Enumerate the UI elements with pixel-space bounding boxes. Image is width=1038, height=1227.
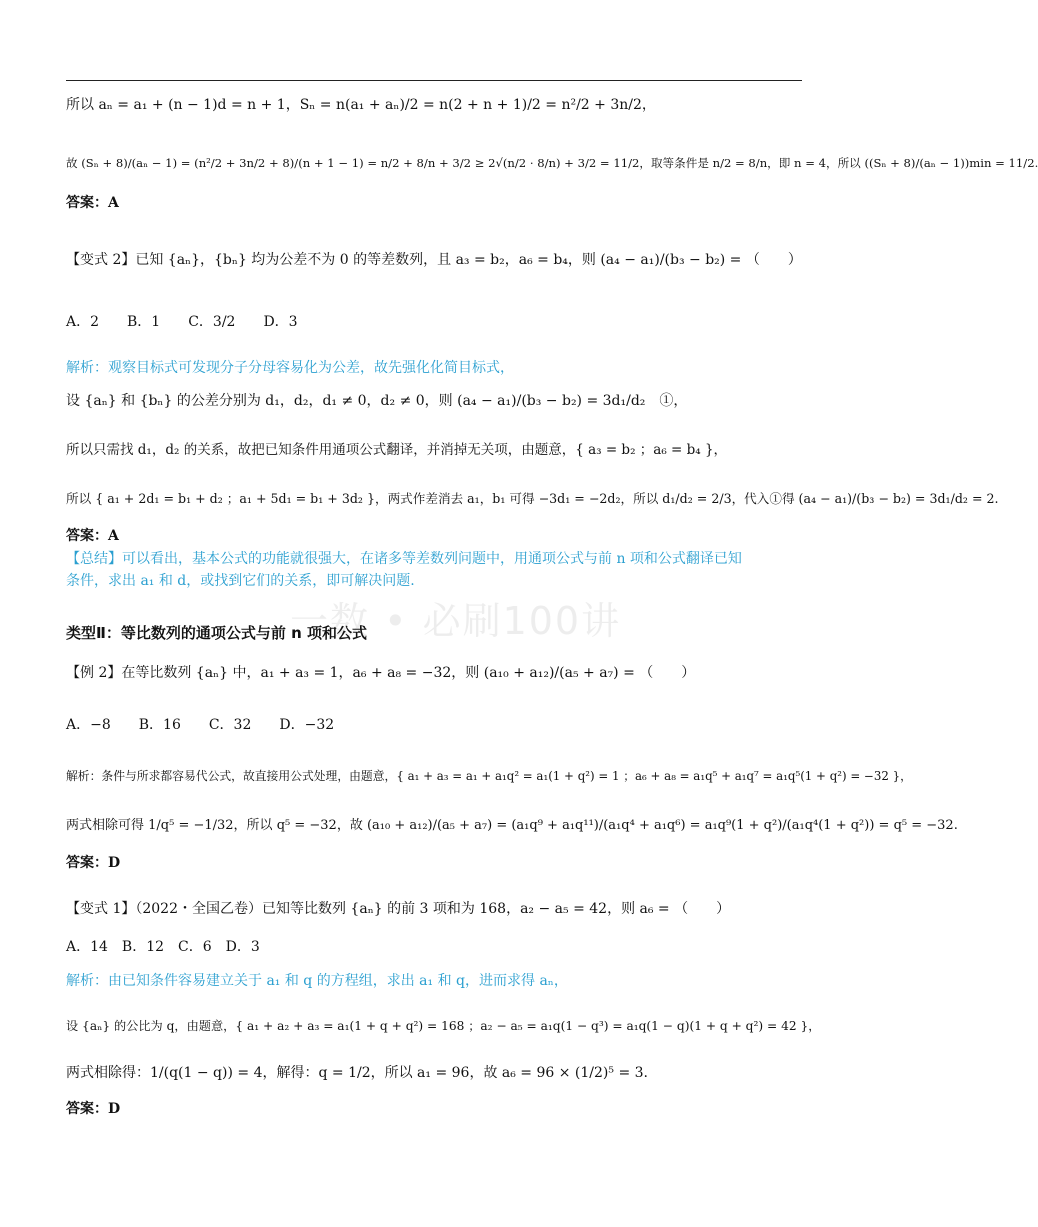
choices: A．2 B．1 C．3/2 D．3 xyxy=(66,314,298,330)
text-line: 解析：条件与所求都容易代公式，故直接用公式处理，由题意，{ a₁ + a₃ = a₁ + a₁q² = a₁(1 + q²) = 1 ；a₆ + a₈ = a₁q⁵ + a₁q⁷ = a₁q⁵(1 + q²) = −32 }， xyxy=(66,769,912,783)
question-variant-1: 【变式 1】（2022・全国乙卷）已知等比数列 {aₙ} 的前 3 项和为 168，a₂ − a₅ = 42，则 a₆ = （ ） xyxy=(66,901,731,917)
answer: 答案：D xyxy=(66,855,121,871)
watermark: 一数 • 必刷100讲 xyxy=(290,599,622,643)
choices: A．−8 B．16 C．32 D．−32 xyxy=(66,717,335,733)
section-heading: 类型Ⅱ：等比数列的通项公式与前 n 项和公式 xyxy=(66,624,368,642)
question-example-2: 【例 2】在等比数列 {aₙ} 中，a₁ + a₃ = 1，a₆ + a₈ = −32，则 (a₁₀ + a₁₂)/(a₅ + a₇) = （ ） xyxy=(66,665,696,681)
answer: 答案：A xyxy=(66,528,119,544)
choices: A．14 B．12 C．6 D．3 xyxy=(66,939,260,955)
answer: 答案：A xyxy=(66,195,119,211)
analysis-label: 解析：由已知条件容易建立关于 a₁ 和 q 的方程组，求出 a₁ 和 q，进而求得 aₙ， xyxy=(66,973,568,989)
top-rule xyxy=(66,80,802,81)
text-line: 设 {aₙ} 和 {bₙ} 的公差分别为 d₁，d₂，d₁ ≠ 0，d₂ ≠ 0，则 (a₄ − a₁)/(b₃ − b₂) = 3d₁/d₂ ①， xyxy=(66,393,688,409)
text-line: 所以只需找 d₁，d₂ 的关系，故把已知条件用通项公式翻译，并消掉无关项，由题意，{ a₃ = b₂ ；a₆ = b₄ }， xyxy=(66,442,728,458)
text-line: 所以 { a₁ + 2d₁ = b₁ + d₂ ；a₁ + 5d₁ = b₁ + 3d₂ }，两式作差消去 a₁，b₁ 可得 −3d₁ = −2d₂，所以 d₁/d₂ = 2/3，代入①得 (a₄ − a₁)/(b₃ − b₂) = 3d₁/d₂ = 2. xyxy=(66,491,999,506)
question-variant-2: 【变式 2】已知 {aₙ}，{bₙ} 均为公差不为 0 的等差数列，且 a₃ = b₂，a₆ = b₄，则 (a₄ − a₁)/(b₃ − b₂) = （ ） xyxy=(66,252,802,268)
analysis-label: 解析：观察目标式可发现分子分母容易化为公差，故先强化化简目标式， xyxy=(66,360,514,376)
text-line: 两式相除可得 1/q⁵ = −1/32，所以 q⁵ = −32，故 (a₁₀ + a₁₂)/(a₅ + a₇) = (a₁q⁹ + a₁q¹¹)/(a₁q⁴ + a₁q⁶) = a₁q⁹(1 + q²)/(a₁q⁴(1 + q²)) = q⁵ = −32. xyxy=(66,818,958,833)
summary: 条件，求出 a₁ 和 d，或找到它们的关系，即可解决问题. xyxy=(66,573,415,589)
summary: 【总结】可以看出，基本公式的功能就很强大，在诸多等差数列问题中，用通项公式与前 n 项和公式翻译已知 xyxy=(66,551,742,567)
text-line: 设 {aₙ} 的公比为 q，由题意，{ a₁ + a₂ + a₃ = a₁(1 + q + q²) = 168 ；a₂ − a₅ = a₁q(1 − q³) = a₁q(1 − q)(1 + q + q²) = 42 }， xyxy=(66,1019,821,1033)
answer: 答案：D xyxy=(66,1101,121,1117)
text-line: 故 (Sₙ + 8)/(aₙ − 1) = (n²/2 + 3n/2 + 8)/(n + 1 − 1) = n/2 + 8/n + 3/2 ≥ 2√(n/2 · 8/n) + 3/2 = 11/2，取等条件是 n/2 = 8/n，即 n = 4，所以 ((Sₙ + 8)/(aₙ − 1))min = 11/2. xyxy=(66,156,1038,170)
text-line: 所以 aₙ = a₁ + (n − 1)d = n + 1，Sₙ = n(a₁ + aₙ)/2 = n(2 + n + 1)/2 = n²/2 + 3n/2， xyxy=(66,97,656,113)
text-line: 两式相除得：1/(q(1 − q)) = 4，解得：q = 1/2，所以 a₁ = 96，故 a₆ = 96 × (1/2)⁵ = 3. xyxy=(66,1065,648,1081)
